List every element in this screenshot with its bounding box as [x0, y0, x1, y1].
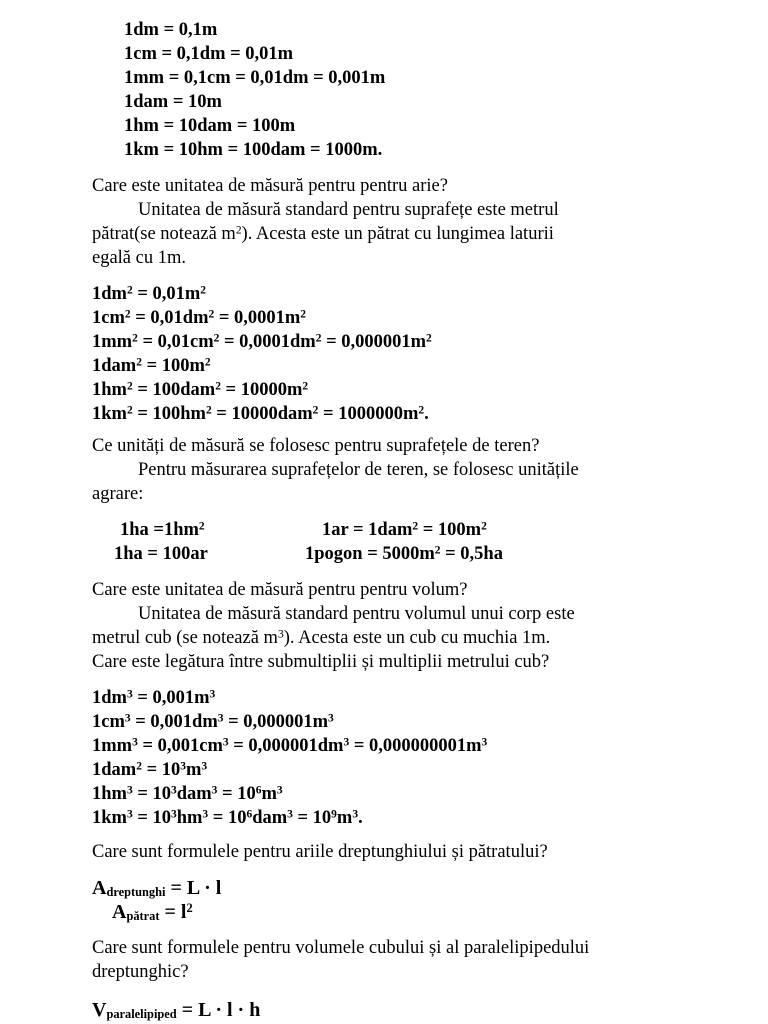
formulas-volume-question-line-1: Care sunt formulele pentru volumele cubului și al paralelipipedului: [92, 938, 590, 958]
length-eq-1: 1dm = 0,1m: [124, 20, 218, 40]
land-eq-right-1: $1ar = 1dam^2 = 100m^2$: [322, 520, 487, 540]
land-eq-right-2: 1pogon = $5000m^2 = 0,5ha$: [305, 544, 503, 564]
area-paragraph-line-2: pătrat(se notează $m^2$). Acesta este un pătrat cu lungimea laturii: [92, 224, 554, 244]
area-eq-2: $1cm^2 = 0,01dm^2 = 0,0001m^2$: [92, 308, 307, 328]
formula-parallelepiped-volume: $V_{paralelipiped} = L \cdot l \cdot h$: [92, 999, 261, 1021]
area-eq-6: $1km^2 = 100hm^2 = 10000dam^2 = 1000000m^2$.: [92, 404, 429, 424]
volume-paragraph-line-3: Care este legătura între submultiplii și multiplii metrului cub?: [92, 652, 550, 672]
formulas-area-question: Care sunt formulele pentru ariile dreptunghiului și pătratului?: [92, 842, 548, 862]
formulas-volume-question-line-2: dreptunghic?: [92, 962, 189, 982]
area-paragraph-line-1: Unitatea de măsură standard pentru suprafețe este metrul: [138, 200, 559, 220]
length-eq-2: 1cm = 0,1dm = 0,01m: [124, 44, 294, 64]
length-eq-6: 1km = 10hm = 100dam = 1000m.: [124, 140, 383, 160]
area-question: Care este unitatea de măsură pentru pentru arie?: [92, 176, 448, 196]
land-eq-left-2: 1ha = 100ar: [114, 544, 208, 564]
volume-eq-2: $1cm^3 = 0,001dm^3 = 0,000001m^3$: [92, 712, 334, 732]
volume-question: Care este unitatea de măsură pentru pentru volum?: [92, 580, 468, 600]
land-paragraph-line-2: agrare:: [92, 484, 144, 504]
length-eq-5: 1hm = 10dam = 100m: [124, 116, 296, 136]
length-eq-4: 1dam = 10m: [124, 92, 222, 112]
volume-eq-5: $1hm^3 = 10^3dam^3 = 10^6m^3$: [92, 784, 283, 804]
area-eq-3: $1mm^2 = 0,01cm^2 = 0,0001dm^2 = 0,000001m^2$: [92, 332, 432, 352]
volume-eq-3: $1mm^3 = 0,001cm^3 = 0,000001dm^3 = 0,000000001m^3$: [92, 736, 488, 756]
volume-paragraph-line-2: metrul cub (se notează $m^3$). Acesta este un cub cu muchia 1m.: [92, 628, 551, 648]
formula-square-area: $A_{pătrat} = l^2$: [112, 900, 193, 923]
land-eq-left-1: $1ha =1hm^2$: [120, 520, 205, 540]
length-eq-3: 1mm = 0,1cm = 0,01dm = 0,001m: [124, 68, 386, 88]
land-paragraph-line-1: Pentru măsurarea suprafețelor de teren, se folosesc unitățile: [138, 460, 579, 480]
volume-eq-6: $1km^3 = 10^3hm^3 = 10^6dam^3 = 10^9m^3$.: [92, 808, 363, 828]
formula-rectangle-area: $A_{dreptunghi} = L \cdot l$: [92, 877, 222, 899]
volume-eq-4: $1dam^2 = 10^3m^3$: [92, 760, 208, 780]
volume-paragraph-line-1: Unitatea de măsură standard pentru volumul unui corp este: [138, 604, 575, 624]
area-eq-1: $1dm^2 = 0,01m^2$: [92, 284, 206, 304]
area-paragraph-line-3: egală cu 1m.: [92, 248, 186, 268]
area-eq-5: $1hm^2 = 100dam^2 = 10000m^2$: [92, 380, 309, 400]
area-eq-4: $1dam^2 = 100m^2$: [92, 356, 211, 376]
land-question: Ce unități de măsură se folosesc pentru suprafețele de teren?: [92, 436, 540, 456]
volume-eq-1: $1dm^3 = 0,001m^3$: [92, 688, 216, 708]
